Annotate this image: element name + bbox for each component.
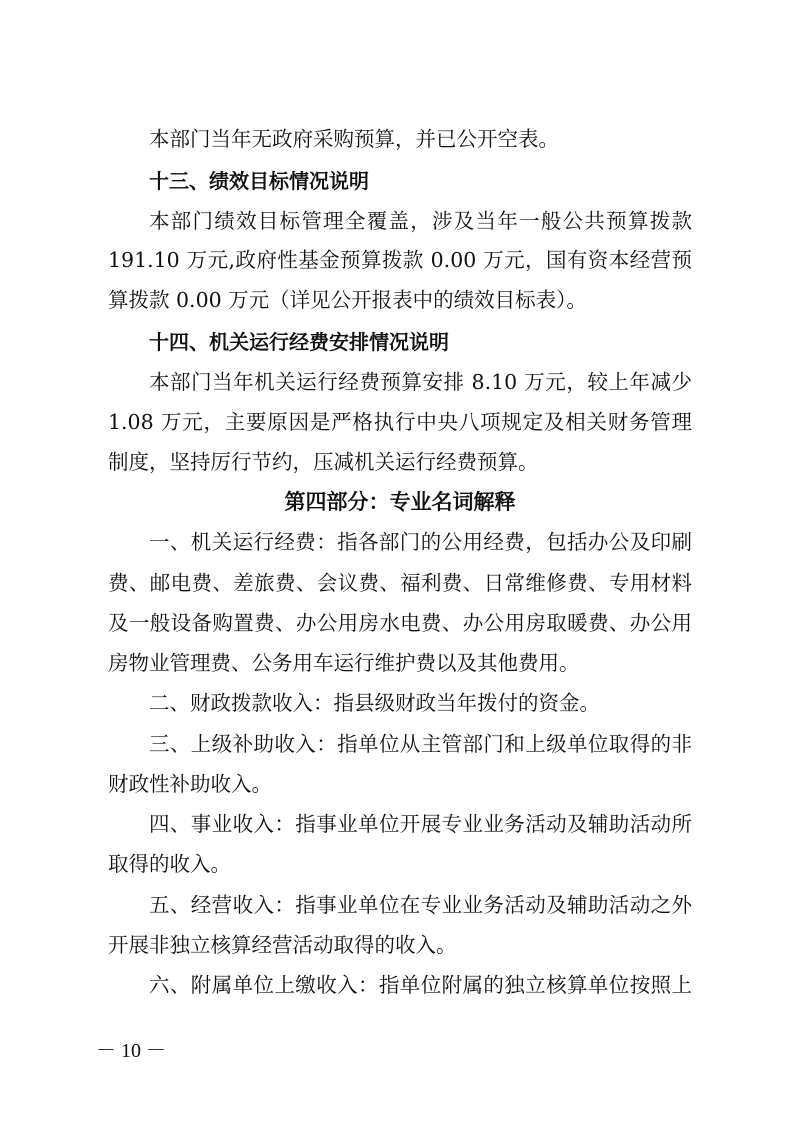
paragraph-line: 开展非独立核算经营活动取得的收入。 xyxy=(108,933,457,957)
paragraph-line: 一、机关运行经费：指各部门的公用经费，包括办公及印刷 xyxy=(149,530,692,554)
paragraph-line: 算拨款 0.00 万元（详见公开报表中的绩效目标表）。 xyxy=(108,288,587,312)
paragraph-line: 财政性补助收入。 xyxy=(108,772,272,796)
page-number: － 10 － xyxy=(96,1040,166,1062)
paragraph-line: 取得的收入。 xyxy=(108,852,231,876)
paragraph-line: 五、经营收入：指事业单位在专业业务活动及辅助活动之外 xyxy=(149,893,692,917)
paragraph-line: 191.10 万元,政府性基金预算拨款 0.00 万元，国有资本经营预 xyxy=(108,248,692,272)
paragraph-line: 六、附属单位上缴收入：指单位附属的独立核算单位按照上 xyxy=(149,973,692,997)
paragraph-line: 本部门当年无政府采购预算，并已公开空表。 xyxy=(149,127,559,151)
part-heading: 第四部分：专业名词解释 xyxy=(284,489,516,514)
paragraph-line: 二、财政拨款收入：指县级财政当年拨付的资金。 xyxy=(149,691,600,715)
paragraph-line: 制度，坚持厉行节约，压减机关运行经费预算。 xyxy=(108,450,539,474)
paragraph-line: 四、事业收入：指事业单位开展专业业务活动及辅助活动所 xyxy=(149,812,692,836)
section-heading: 十四、机关运行经费安排情况说明 xyxy=(149,330,449,354)
paragraph-line: 本部门当年机关运行经费预算安排 8.10 万元，较上年减少 xyxy=(149,370,692,394)
paragraph-line: 三、上级补助收入：指单位从主管部门和上级单位取得的非 xyxy=(149,732,692,756)
paragraph-line: 房物业管理费、公务用车运行维护费以及其他费用。 xyxy=(108,651,580,675)
section-heading: 十三、绩效目标情况说明 xyxy=(149,169,369,193)
paragraph-line: 费、邮电费、差旅费、会议费、福利费、日常维修费、专用材料 xyxy=(108,571,692,595)
paragraph-line: 本部门绩效目标管理全覆盖，涉及当年一般公共预算拨款 xyxy=(149,209,692,233)
paragraph-line: 1.08 万元，主要原因是严格执行中央八项规定及相关财务管理 xyxy=(108,410,692,434)
paragraph-line: 及一般设备购置费、办公用房水电费、办公用房取暖费、办公用 xyxy=(108,611,692,635)
